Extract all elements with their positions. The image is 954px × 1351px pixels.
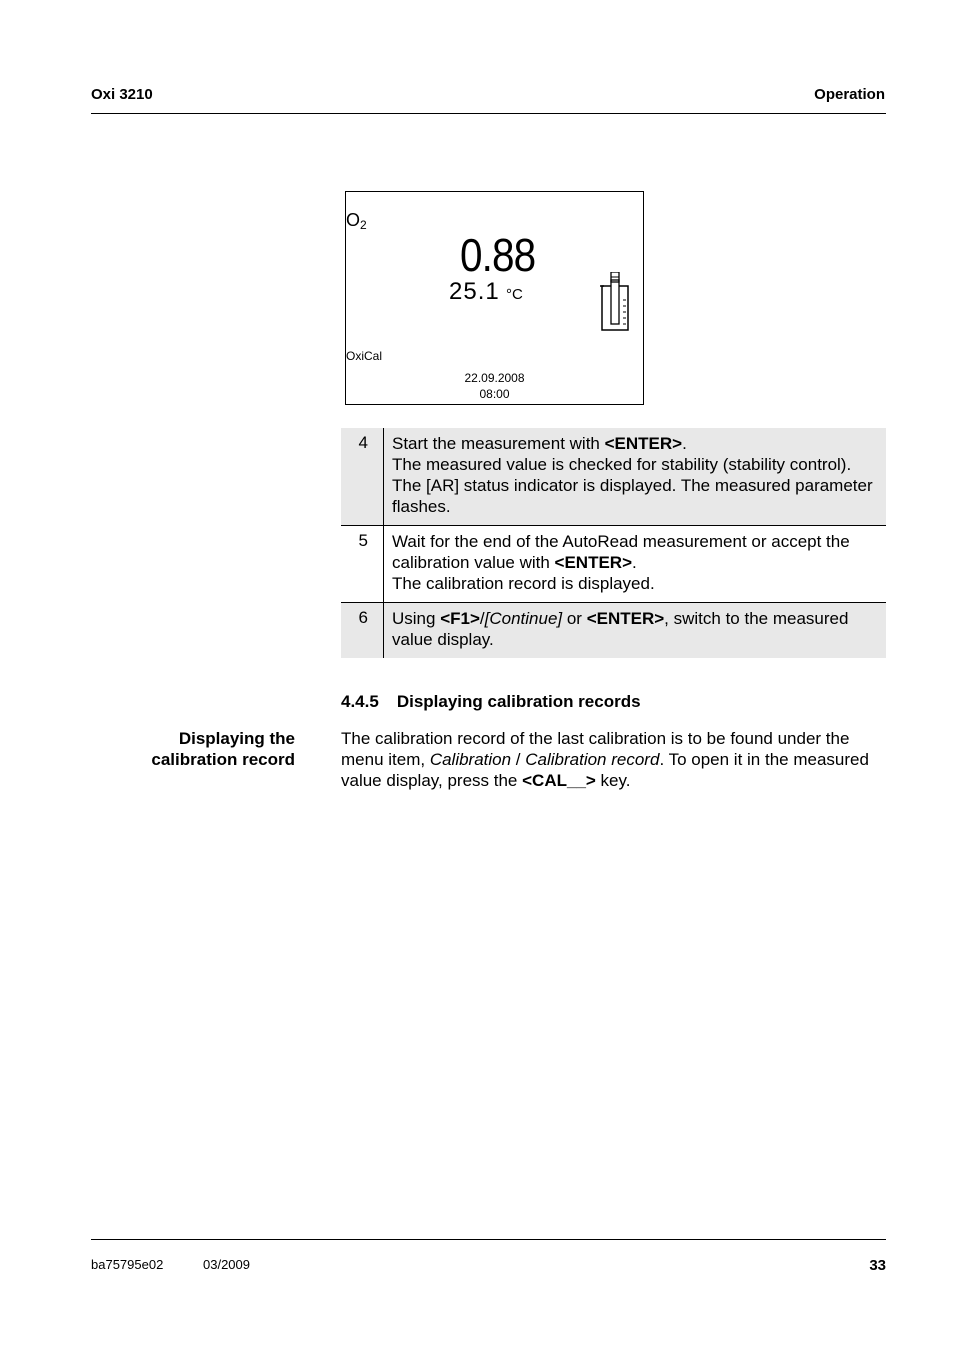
steps-table bbox=[341, 428, 886, 658]
sensor-in-beaker-icon bbox=[599, 272, 633, 334]
footer-date: 03/2009 bbox=[203, 1257, 250, 1272]
temperature-unit: °C bbox=[506, 286, 523, 303]
step-row bbox=[341, 603, 886, 658]
page-number: 33 bbox=[869, 1257, 886, 1274]
instrument-display bbox=[345, 191, 644, 405]
step-text: Wait for the end of the AutoRead measurement or accept the calibration value with <ENTER>. The calibration record is displayed. bbox=[392, 532, 850, 593]
step-number: 4 bbox=[341, 428, 384, 525]
measured-parameter: $O_2$ bbox=[346, 210, 367, 232]
calibration-mode-label: OxiCal bbox=[346, 349, 383, 363]
running-header-product: Oxi 3210 bbox=[91, 86, 153, 103]
step-text: Using <F1>/[Continue] or <ENTER>, switch to the measured value display. bbox=[392, 609, 849, 649]
header-rule bbox=[91, 113, 886, 114]
step-number: 5 bbox=[341, 526, 384, 602]
step-text: Start the measurement with <ENTER>. The measured value is checked for stability (stability control). The [AR] status indicator is displayed. The measured parameter flashes. bbox=[392, 434, 873, 516]
display-time: 08:00 bbox=[479, 387, 510, 401]
step-row bbox=[341, 526, 886, 603]
margin-heading: Displaying the calibration record bbox=[151, 729, 295, 769]
temperature-value: 25.1 bbox=[449, 278, 500, 305]
section-heading: 4.4.5 Displaying calibration records bbox=[341, 692, 641, 711]
running-header-section: Operation bbox=[814, 86, 885, 103]
display-date: 22.09.2008 bbox=[464, 371, 525, 385]
step-row bbox=[341, 428, 886, 526]
footer-doc-code: ba75795e02 bbox=[91, 1257, 164, 1272]
footer-rule bbox=[91, 1239, 886, 1240]
measured-value: 0.88 bbox=[460, 229, 536, 281]
body-paragraph: The calibration record of the last calibration is to be found under the menu item, Calibration / Calibration record. To open it in the measured value display, press the <CAL__> key. bbox=[341, 729, 869, 790]
step-number: 6 bbox=[341, 603, 384, 658]
